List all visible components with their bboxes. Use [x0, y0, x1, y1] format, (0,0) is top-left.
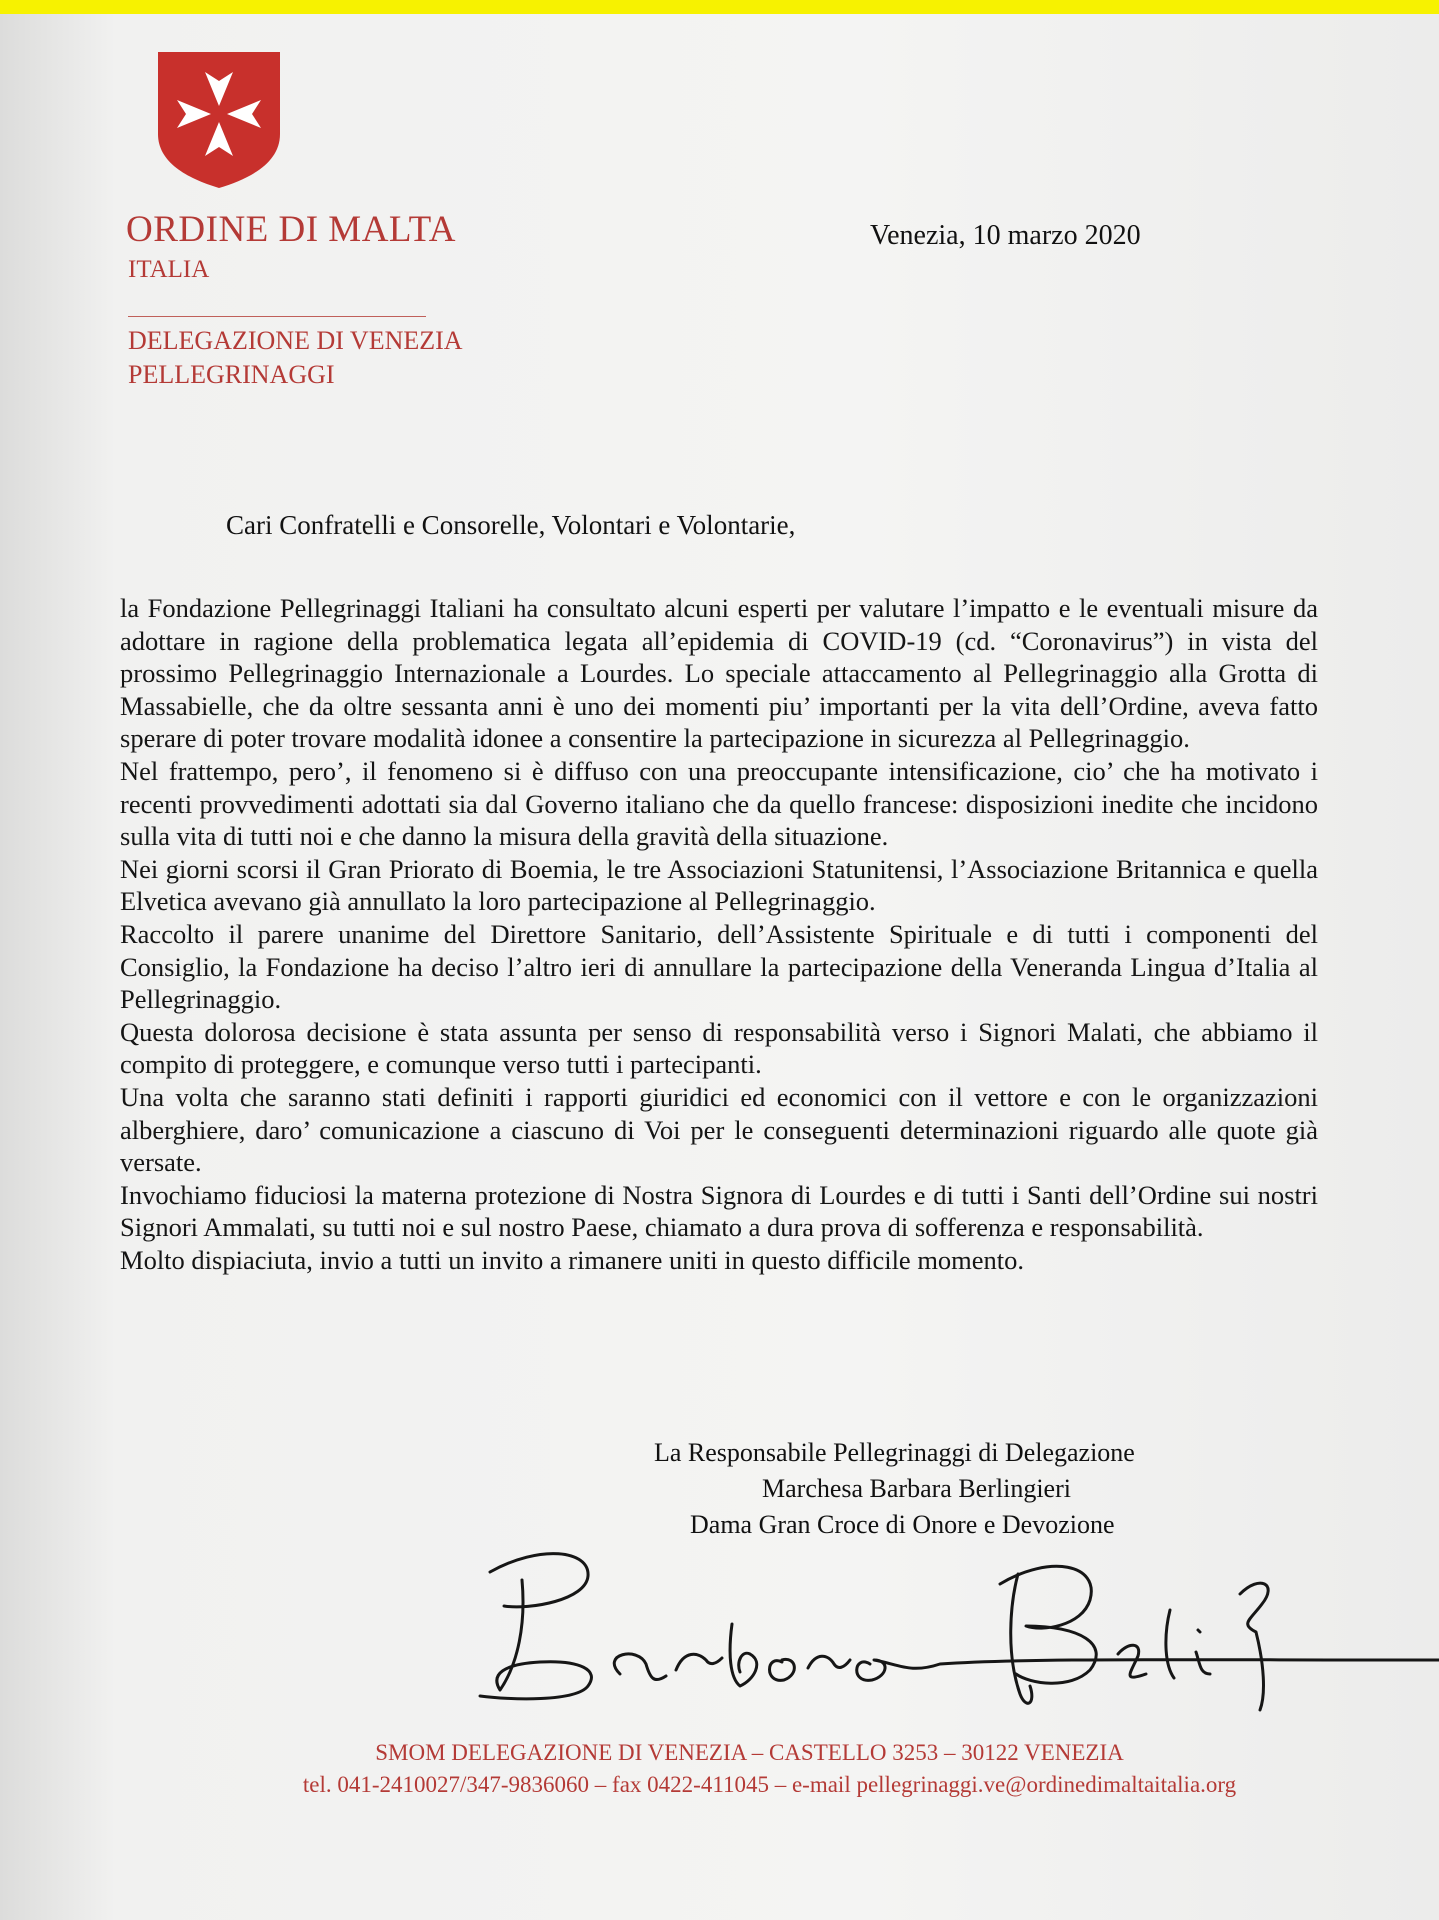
footer-address: SMOM DELEGAZIONE DI VENEZIA – CASTELLO 3253 – 30122 VENEZIA [375, 1740, 1124, 1765]
footer-contacts: tel. 041-2410027/347-9836060 – fax 0422-411045 – e-mail pellegrinaggi.ve@ordinedimaltaitalia.org [302, 1772, 1237, 1797]
signatory-title: Dama Gran Croce di Onore e Devozione [690, 1510, 1115, 1539]
letter-page [0, 14, 1439, 1920]
body-paragraph: Raccolto il parere unanime del Direttore Sanitario, dell’Assistente Spirituale e di tutti i componenti del Consiglio, la Fondazione ha deciso l’altro ieri di annullare la partecipazione della Veneranda Lingua d’Italia al Pellegrinaggio. [120, 918, 1318, 1015]
body-paragraph: Nel frattempo, pero’, il fenomeno si è diffuso con una preoccupante intensificazione, cio’ che ha motivato i recenti provvedimenti adottati sia dal Governo italiano che da quello francese: disposizioni inedite che incidono sulla vita di tutti noi e che danno la misura della gravità della situazione. [120, 755, 1318, 852]
letter-date: Venezia, 10 marzo 2020 [870, 220, 1141, 251]
organization-country: ITALIA [128, 256, 210, 283]
delegation-name: DELEGAZIONE DI VENEZIA [128, 326, 463, 355]
signatory-role: La Responsabile Pellegrinaggi di Delegazione [654, 1438, 1135, 1467]
body-paragraph: Questa dolorosa decisione è stata assunta per senso di responsabilità verso i Signori Malati, che abbiamo il compito di proteggere, e comunque verso tutti i partecipanti. [120, 1016, 1318, 1080]
body-paragraph: Molto dispiaciuta, invio a tutti un invito a rimanere uniti in questo difficile momento. [120, 1244, 1025, 1275]
maltese-cross-shield-logo [154, 48, 284, 190]
top-edge-strip [0, 0, 1439, 14]
body-paragraph: Nei giorni scorsi il Gran Priorato di Boemia, le tre Associazioni Statunitensi, l’Associazione Britannica e quella Elvetica avevano già annullato la loro partecipazione al Pellegrinaggio. [120, 853, 1318, 917]
body-paragraph: Invochiamo fiduciosi la materna protezione di Nostra Signora di Lourdes e di tutti i Santi dell’Ordine sui nostri Signori Ammalati, su tutti noi e sul nostro Paese, chiamato a dura prova di sofferenza e responsabilità. [120, 1179, 1318, 1243]
body-paragraph: la Fondazione Pellegrinaggi Italiani ha consultato alcuni esperti per valutare l’impatto e le eventuali misure da adottare in ragione della problematica legata all’epidemia di COVID-19 (cd. “Coronavirus”) in vista del prossimo Pellegrinaggio Internazionale a Lourdes. Lo speciale attaccamento al Pellegrinaggio alla Grotta di Massabielle, che da oltre sessanta anni è uno dei momenti piu’ importanti per la vita dell’Ordine, aveva fatto sperare di poter trovare modalità idonee a consentire la partecipazione in sicurezza al Pellegrinaggio. [120, 593, 1318, 754]
letter-body [120, 592, 1318, 1276]
body-paragraph: Una volta che saranno stati definiti i rapporti giuridici ed economici con il vettore e con le organizzazioni alberghiere, daro’ comunicazione a ciascuno di Voi per le conseguenti determinazioni riguardo alle quote già versate. [120, 1081, 1318, 1178]
organization-name: ORDINE DI MALTA [126, 209, 456, 250]
handwritten-signature [470, 1514, 1439, 1714]
salutation: Cari Confratelli e Consorelle, Volontari e Volontarie, [226, 510, 796, 540]
department-name: PELLEGRINAGGI [128, 360, 335, 389]
signatory-name: Marchesa Barbara Berlingieri [762, 1474, 1071, 1503]
letterhead-divider [128, 316, 426, 317]
